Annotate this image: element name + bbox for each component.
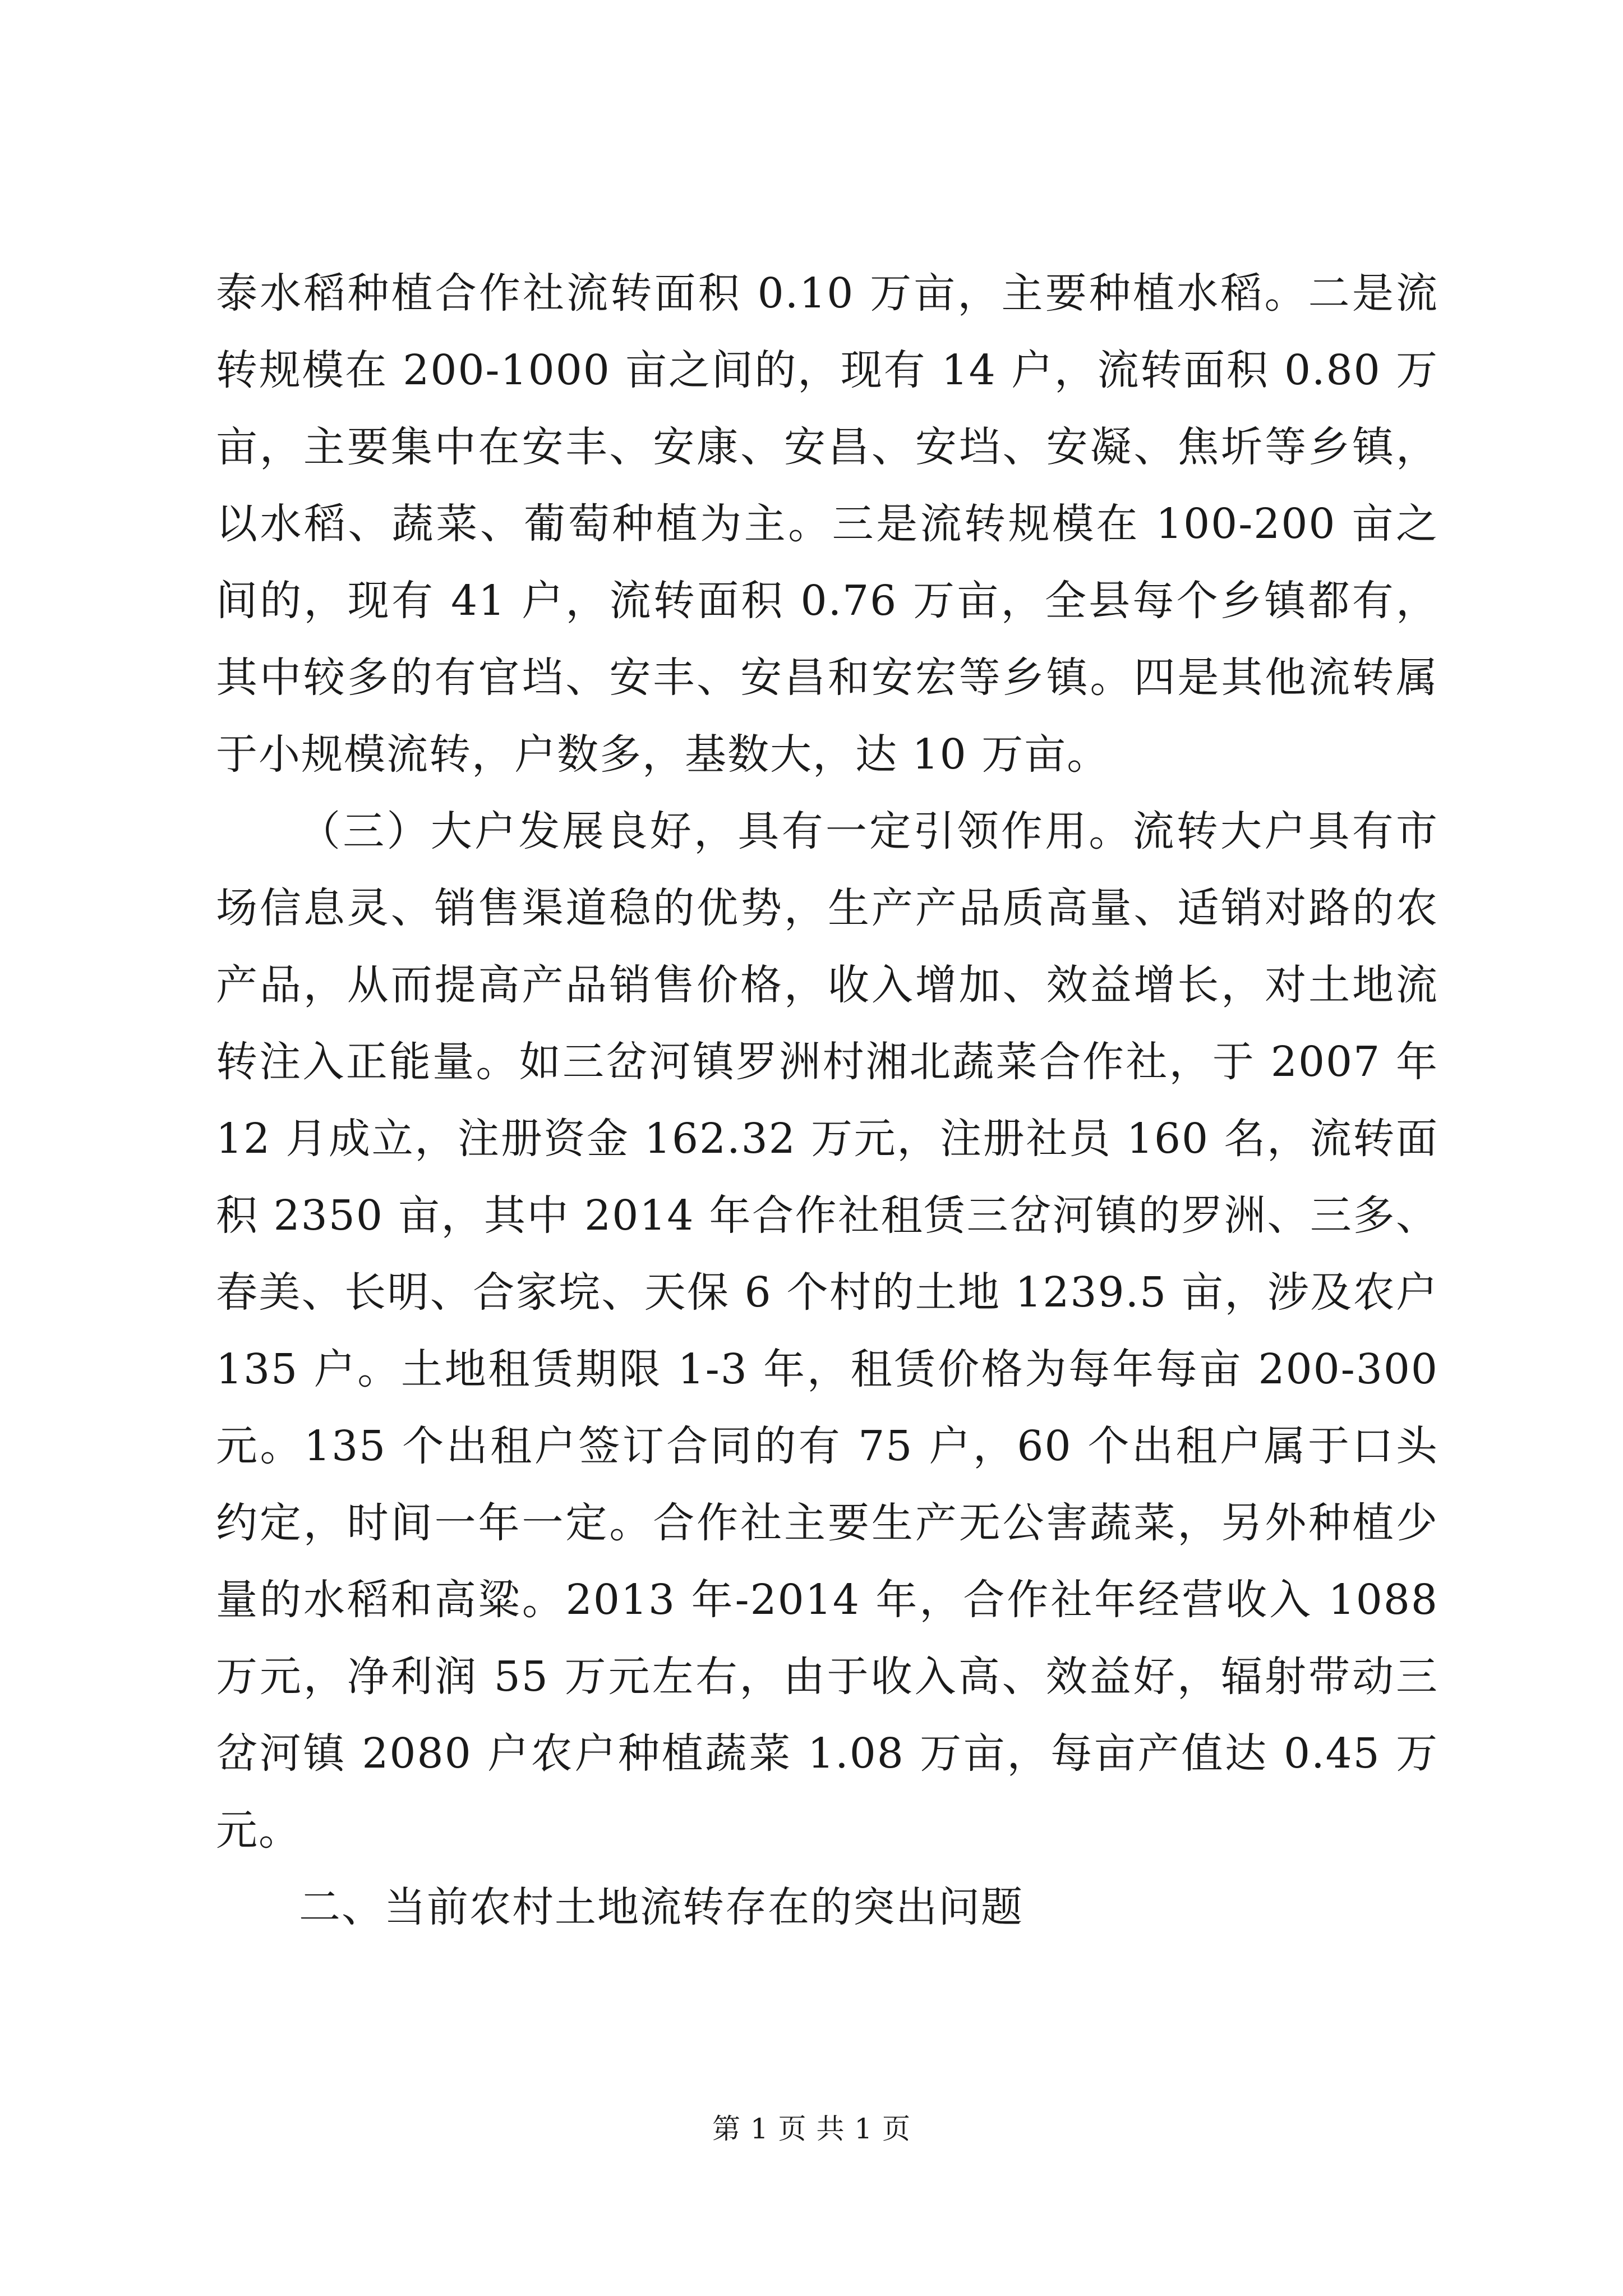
document-body: [216, 255, 1438, 1946]
section-heading: 二、当前农村土地流转存在的突出问题: [299, 1883, 1023, 1931]
paragraph-large-households: （三）大户发展良好，具有一定引领作用。流转大户具有市场信息灵、销售渠道稳的优势，生产产品质高量、适销对路的农产品，从而提高产品销售价格，收入增加、效益增长，对土地流转注入正能量。如三岔河镇罗洲村湘北蔬菜合作社，于 2007 年 12 月成立，注册资金 162.32 万元，注册社员 160 名，流转面积 2350 亩，其中 2014 年合作社租赁三岔河镇的罗洲、三多、春美、长明、合家垸、天保 6 个村的土地 1239.5 亩，涉及农户 135 户。土地租赁期限 1-3 年，租赁价格为每年每亩 200-300 元。135 个出租户签订合同的有 75 户，60 个出租户属于口头约定，时间一年一定。合作社主要生产无公害蔬菜，另外种植少量的水稻和高粱。2013 年-2014 年，合作社年经营收入 1088 万元，净利润 55 万元左右，由于收入高、效益好，辐射带动三岔河镇 2080 户农户种植蔬菜 1.08 万亩，每亩产值达 0.45 万元。: [216, 807, 1438, 1855]
paragraph-continuation: 泰水稻种植合作社流转面积 0.10 万亩，主要种植水稻。二是流转规模在 200-1000 亩之间的，现有 14 户，流转面积 0.80 万亩，主要集中在安丰、安康、安昌、安垱、安凝、焦圻等乡镇，以水稻、蔬菜、葡萄种植为主。三是流转规模在 100-200 亩之间的，现有 41 户，流转面积 0.76 万亩，全县每个乡镇都有，其中较多的有官垱、安丰、安昌和安宏等乡镇。四是其他流转属于小规模流转，户数多，基数大，达 10 万亩。: [216, 269, 1438, 779]
page-footer: 第 1 页 共 1 页: [712, 2113, 911, 2145]
